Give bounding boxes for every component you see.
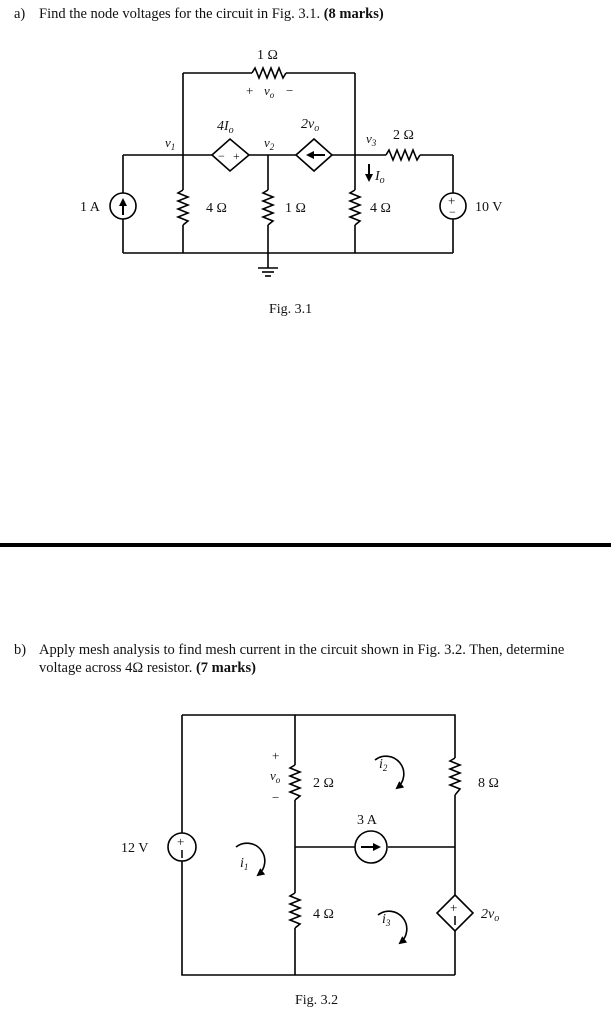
fig1-label-io: $I_o$	[375, 169, 385, 186]
svg-text:−: −	[449, 205, 456, 219]
fig1-label-10v: 10 V	[475, 200, 503, 215]
fig1-node-v2: $v_2$	[264, 135, 275, 152]
svg-text:+: +	[448, 193, 456, 208]
fig1-node-v1: $v_1$	[165, 135, 176, 152]
svg-text:+: +	[233, 149, 240, 163]
fig1-caption: Fig. 3.1	[269, 302, 313, 317]
fig2-label-i1: $i_1$	[240, 856, 249, 872]
fig1-label-2vo: $2v_o$	[301, 117, 320, 134]
fig1-vo-minus: −	[286, 83, 294, 98]
fig2-label-3a: 3 A	[357, 813, 377, 828]
question-b-line2: voltage across 4Ω resistor.	[39, 660, 193, 676]
fig1-vo-plus: +	[246, 83, 254, 98]
question-a-label: a)	[14, 6, 26, 22]
fig2-label-2vo: $2v_o$	[481, 907, 500, 924]
fig1-label-top-resistor: 1 Ω	[257, 48, 278, 63]
question-b-line1: Apply mesh analysis to find mesh current in the circuit shown in Fig. 3.2. Then, determine	[39, 642, 565, 658]
fig1-label-4ohm-left: 4 Ω	[206, 201, 227, 216]
fig2-label-i3: $i_3$	[382, 912, 391, 928]
fig2-vo-label: $v_o$	[270, 768, 281, 785]
fig1-label-4ohm-right: 4 Ω	[370, 201, 391, 216]
fig2-caption: Fig. 3.2	[295, 993, 339, 1008]
fig2-label-2ohm: 2 Ω	[313, 776, 334, 791]
fig2-label-i2: $i_2$	[379, 757, 388, 773]
fig1-label-2ohm: 2 Ω	[393, 128, 414, 143]
fig2-label-12v: 12 V	[121, 841, 149, 856]
fig2-label-8ohm: 8 Ω	[478, 776, 499, 791]
fig2-voltage-source	[168, 833, 196, 861]
fig2-label-4ohm: 4 Ω	[313, 907, 334, 922]
fig2-resistor-2ohm	[290, 765, 300, 800]
question-b-label: b)	[14, 642, 27, 658]
question-b-marks: (7 marks)	[195, 660, 256, 676]
question-a-marks: (8 marks)	[323, 6, 384, 22]
svg-text:+: +	[450, 900, 458, 915]
question-a-text: Find the node voltages for the circuit in Fig. 3.1.	[39, 6, 321, 22]
fig2-current-source	[355, 831, 387, 863]
fig2-vo-plus: +	[272, 748, 280, 763]
fig1-node-v3: $v_3$	[366, 131, 377, 148]
fig2-dependent-source	[437, 895, 473, 931]
fig1-label-1ohm-mid: 1 Ω	[285, 201, 306, 216]
fig2-vo-minus: −	[272, 790, 280, 805]
fig1-vo-label: $v_o$	[264, 83, 275, 100]
fig2-resistor-4ohm	[290, 893, 300, 928]
fig1-label-1a: 1 A	[80, 200, 100, 215]
fig2-wires	[182, 715, 458, 975]
svg-text:+: +	[177, 834, 185, 849]
svg-text:−: −	[218, 149, 225, 163]
fig1-label-4io: $4I_o$	[217, 119, 234, 136]
fig2-resistor-8ohm	[450, 758, 460, 795]
